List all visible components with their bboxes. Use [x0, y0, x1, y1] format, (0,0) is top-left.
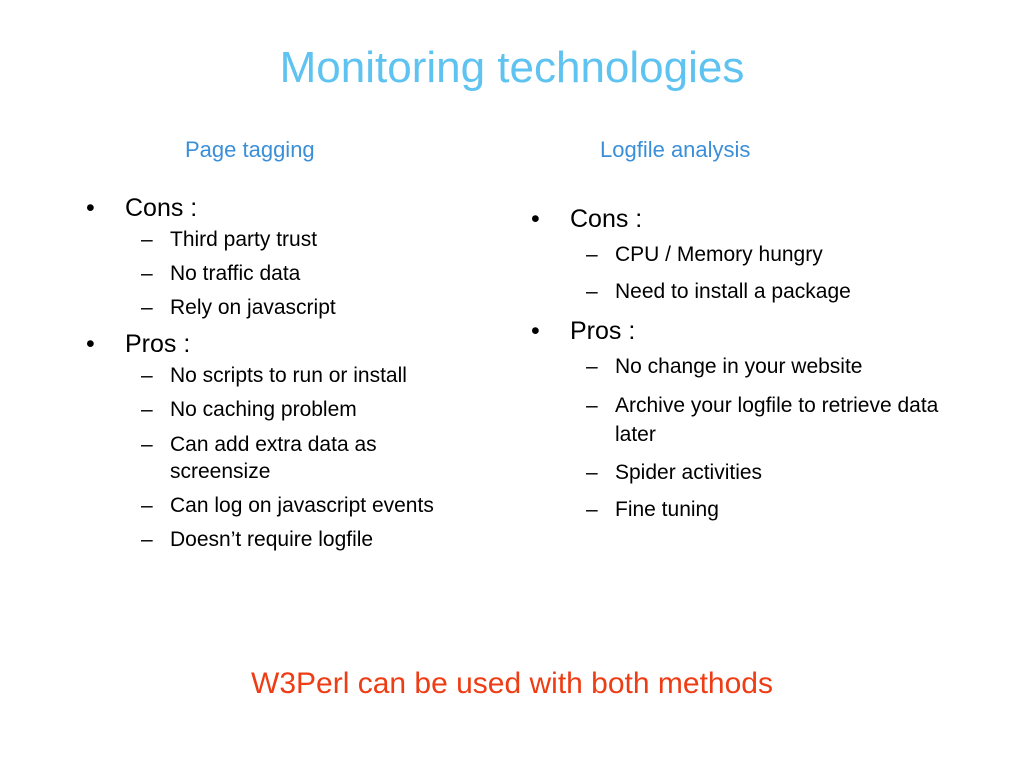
page-tagging-column	[86, 193, 506, 561]
dash-mark: –	[141, 364, 153, 387]
pros-bullet	[531, 316, 971, 346]
dash-mark: –	[586, 355, 598, 378]
list-item-text: Archive your logfile to retrieve data later	[615, 394, 939, 446]
list-item-text: Doesn’t require logfile	[170, 528, 374, 551]
cons-bullet	[531, 204, 971, 234]
logfile-analysis-column	[531, 204, 971, 534]
list-item	[86, 431, 440, 485]
list-item-text: CPU / Memory hungry	[615, 243, 823, 266]
cons-label: Cons :	[570, 205, 643, 233]
list-item	[531, 391, 960, 449]
list-item-text: Can log on javascript events	[170, 494, 434, 517]
list-item	[86, 363, 506, 389]
list-item-text: Fine tuning	[615, 498, 719, 521]
dash-mark: –	[586, 498, 598, 521]
list-item	[86, 397, 506, 423]
cons-bullet	[86, 193, 506, 223]
list-item	[531, 242, 971, 268]
bullet-mark: •	[86, 194, 95, 222]
list-item	[86, 295, 506, 321]
cons-list	[531, 242, 971, 305]
bullet-mark: •	[531, 317, 540, 345]
list-item	[86, 261, 506, 287]
dash-mark: –	[586, 243, 598, 266]
dash-mark: –	[141, 494, 153, 517]
list-item	[531, 497, 971, 523]
page-tagging-heading: Page tagging	[185, 137, 315, 162]
logfile-analysis-heading: Logfile analysis	[600, 137, 751, 162]
pros-list	[531, 354, 971, 523]
list-item-text: Need to install a package	[615, 280, 851, 303]
pros-label: Pros :	[125, 330, 191, 358]
pros-label: Pros :	[570, 317, 636, 345]
cons-list	[86, 227, 506, 321]
list-item-text: Third party trust	[170, 228, 318, 251]
cons-label: Cons :	[125, 194, 198, 222]
dash-mark: –	[141, 228, 153, 251]
dash-mark: –	[586, 280, 598, 303]
dash-mark: –	[141, 433, 153, 456]
list-item-text: Spider activities	[615, 461, 763, 484]
footer-note: W3Perl can be used with both methods	[251, 667, 773, 700]
pros-list	[86, 363, 506, 553]
bullet-mark: •	[531, 205, 540, 233]
dash-mark: –	[141, 398, 153, 421]
dash-mark: –	[586, 394, 598, 417]
dash-mark: –	[141, 528, 153, 551]
list-item	[531, 354, 971, 380]
list-item	[86, 527, 506, 553]
list-item	[531, 279, 971, 305]
list-item-text: No scripts to run or install	[170, 364, 407, 387]
bullet-mark: •	[86, 330, 95, 358]
list-item-text: Rely on javascript	[170, 296, 336, 319]
dash-mark: –	[586, 461, 598, 484]
dash-mark: –	[141, 262, 153, 285]
list-item-text: No traffic data	[170, 262, 301, 285]
list-item-text: Can add extra data as screensize	[170, 433, 377, 483]
dash-mark: –	[141, 296, 153, 319]
list-item	[531, 460, 971, 486]
pros-bullet	[86, 329, 506, 359]
slide-title: Monitoring technologies	[279, 43, 745, 92]
list-item-text: No change in your website	[615, 355, 863, 378]
list-item	[86, 493, 506, 519]
list-item	[86, 227, 506, 253]
list-item-text: No caching problem	[170, 398, 357, 421]
